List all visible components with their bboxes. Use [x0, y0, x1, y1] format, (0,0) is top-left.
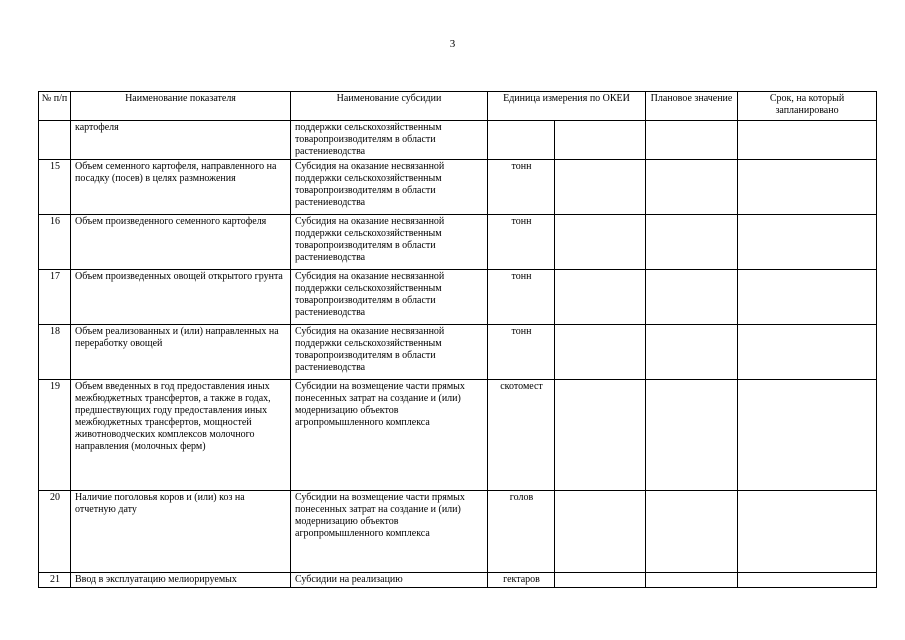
row-planned: [646, 215, 738, 270]
row-unit: тонн: [488, 325, 555, 380]
row-planned: [646, 491, 738, 573]
table-row: [39, 380, 877, 491]
row-planned: [646, 270, 738, 325]
row-deadline: [738, 325, 877, 380]
row-indicator: Объем произведенного семенного картофеля: [71, 215, 291, 270]
row-planned: [646, 380, 738, 491]
table-row: [39, 121, 877, 160]
row-subsidy: Субсидии на возмещение части прямых понесенных затрат на создание и (или) модернизацию объектов агропромышленного комплекса: [291, 491, 488, 573]
table-row: [39, 270, 877, 325]
row-subsidy: Субсидия на оказание несвязанной поддержки сельскохозяйственным товаропроизводителям в области растениеводства: [291, 325, 488, 380]
row-unit-code: [555, 491, 646, 573]
row-subsidy: Субсидии на реализацию: [291, 573, 488, 588]
row-indicator: Объем произведенных овощей открытого грунта: [71, 270, 291, 325]
row-unit-code: [555, 121, 646, 160]
row-deadline: [738, 270, 877, 325]
row-num: [39, 121, 71, 160]
row-unit: тонн: [488, 270, 555, 325]
row-unit-code: [555, 573, 646, 588]
row-planned: [646, 325, 738, 380]
row-deadline: [738, 573, 877, 588]
row-deadline: [738, 380, 877, 491]
table-row: [39, 215, 877, 270]
row-planned: [646, 160, 738, 215]
row-num: 19: [39, 380, 71, 491]
row-unit-code: [555, 160, 646, 215]
row-unit: тонн: [488, 215, 555, 270]
header-subsidy: Наименование субсидии: [291, 92, 488, 121]
row-indicator: Наличие поголовья коров и (или) коз на отчетную дату: [71, 491, 291, 573]
row-unit: гектаров: [488, 573, 555, 588]
row-num: 16: [39, 215, 71, 270]
row-deadline: [738, 215, 877, 270]
row-indicator: Ввод в эксплуатацию мелиорируемых: [71, 573, 291, 588]
header-unit: Единица измерения по ОКЕИ: [488, 92, 646, 121]
row-indicator: Объем семенного картофеля, направленного на посадку (посев) в целях размножения: [71, 160, 291, 215]
header-num: № п/п: [39, 92, 71, 121]
row-planned: [646, 121, 738, 160]
row-unit-code: [555, 325, 646, 380]
table-row: [39, 573, 877, 588]
row-indicator: Объем введенных в год предоставления иных межбюджетных трансфертов, а также в годах, предшествующих году предоставления иных межбюджетных трансфертов, мощностей животноводческих комплексов молочного направления (молочных ферм): [71, 380, 291, 491]
header-row: [39, 92, 877, 121]
row-num: 17: [39, 270, 71, 325]
table-row: [39, 325, 877, 380]
indicators-table: [38, 91, 877, 588]
row-deadline: [738, 121, 877, 160]
row-deadline: [738, 160, 877, 215]
row-subsidy: Субсидии на возмещение части прямых понесенных затрат на создание и (или) модернизацию объектов агропромышленного комплекса: [291, 380, 488, 491]
row-num: 20: [39, 491, 71, 573]
header-deadline: Срок, на который запланировано: [738, 92, 877, 121]
row-unit: голов: [488, 491, 555, 573]
header-planned: Плановое значение: [646, 92, 738, 121]
row-subsidy: Субсидия на оказание несвязанной поддержки сельскохозяйственным товаропроизводителям в области растениеводства: [291, 160, 488, 215]
row-deadline: [738, 491, 877, 573]
row-unit: тонн: [488, 160, 555, 215]
row-num: 21: [39, 573, 71, 588]
row-subsidy: Субсидия на оказание несвязанной поддержки сельскохозяйственным товаропроизводителям в области растениеводства: [291, 270, 488, 325]
row-num: 15: [39, 160, 71, 215]
table-row: [39, 160, 877, 215]
row-unit: [488, 121, 555, 160]
row-unit-code: [555, 380, 646, 491]
row-num: 18: [39, 325, 71, 380]
page-number: 3: [449, 38, 456, 50]
header-indicator: Наименование показателя: [71, 92, 291, 121]
table-row: [39, 491, 877, 573]
row-subsidy: поддержки сельскохозяйственным товаропроизводителям в области растениеводства: [291, 121, 488, 160]
row-indicator: картофеля: [71, 121, 291, 160]
row-subsidy: Субсидия на оказание несвязанной поддержки сельскохозяйственным товаропроизводителям в области растениеводства: [291, 215, 488, 270]
row-unit: скотомест: [488, 380, 555, 491]
row-unit-code: [555, 215, 646, 270]
row-unit-code: [555, 270, 646, 325]
row-planned: [646, 573, 738, 588]
row-indicator: Объем реализованных и (или) направленных на переработку овощей: [71, 325, 291, 380]
